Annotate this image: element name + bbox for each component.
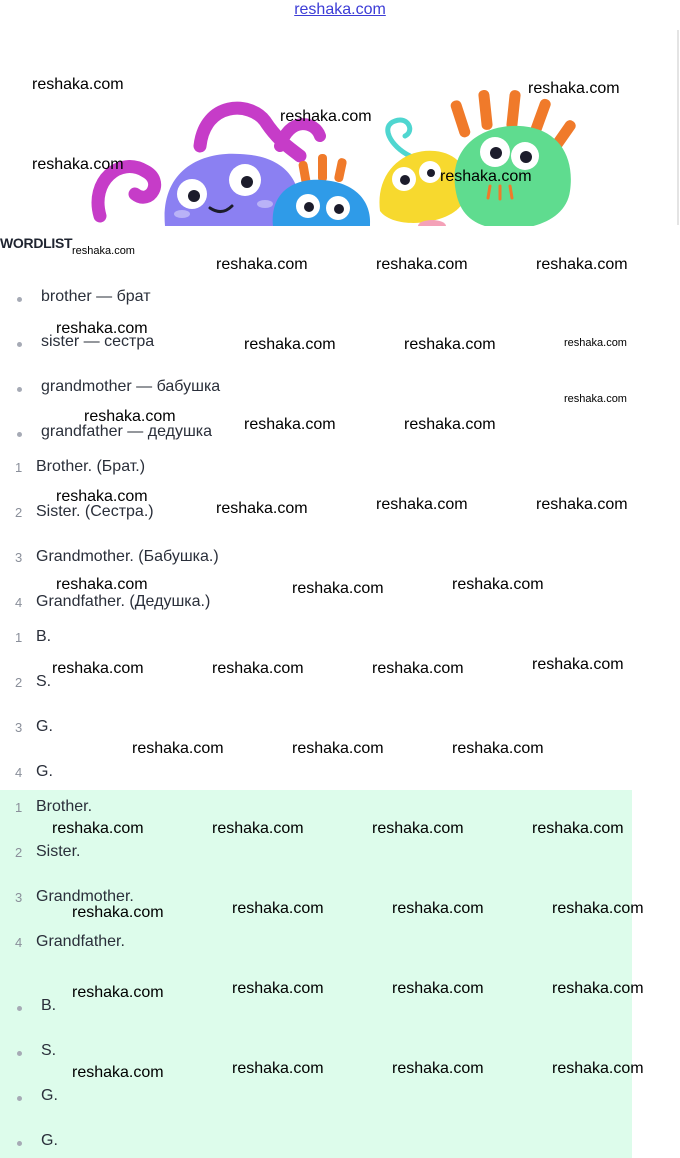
watermark: reshaka.com bbox=[56, 488, 148, 505]
watermark: reshaka.com bbox=[280, 108, 372, 125]
answer-panel bbox=[0, 790, 632, 1158]
watermark: reshaka.com bbox=[564, 337, 627, 349]
watermark: reshaka.com bbox=[244, 336, 336, 353]
watermark: reshaka.com bbox=[536, 256, 628, 273]
watermark: reshaka.com bbox=[216, 500, 308, 517]
bullet-icon bbox=[17, 387, 22, 392]
watermark: reshaka.com bbox=[392, 980, 484, 997]
bullet-icon bbox=[17, 1096, 22, 1101]
watermark: reshaka.com bbox=[372, 660, 464, 677]
watermark: reshaka.com bbox=[404, 416, 496, 433]
watermark: reshaka.com bbox=[452, 740, 544, 757]
watermark: reshaka.com bbox=[132, 740, 224, 757]
watermark: reshaka.com bbox=[232, 980, 324, 997]
watermark: reshaka.com bbox=[72, 984, 164, 1001]
watermark: reshaka.com bbox=[244, 416, 336, 433]
watermark: reshaka.com bbox=[404, 336, 496, 353]
watermark: reshaka.com bbox=[84, 408, 176, 425]
watermark: reshaka.com bbox=[72, 1064, 164, 1081]
watermark: reshaka.com bbox=[552, 1060, 644, 1077]
watermark: reshaka.com bbox=[72, 245, 135, 257]
watermark: reshaka.com bbox=[56, 576, 148, 593]
watermark: reshaka.com bbox=[52, 820, 144, 837]
wordlist-title: WORDLIST bbox=[0, 235, 73, 251]
watermark: reshaka.com bbox=[552, 980, 644, 997]
bullet-icon bbox=[17, 1006, 22, 1011]
watermark: reshaka.com bbox=[552, 900, 644, 917]
watermark: reshaka.com bbox=[532, 820, 624, 837]
site-link[interactable]: reshaka.com bbox=[294, 1, 386, 18]
watermark: reshaka.com bbox=[32, 156, 124, 173]
bullet-icon bbox=[17, 342, 22, 347]
watermark: reshaka.com bbox=[232, 1060, 324, 1077]
watermark: reshaka.com bbox=[212, 660, 304, 677]
watermark: reshaka.com bbox=[32, 76, 124, 93]
watermark: reshaka.com bbox=[292, 580, 384, 597]
bullet-icon bbox=[17, 432, 22, 437]
monsters-illustration bbox=[90, 86, 600, 226]
watermark: reshaka.com bbox=[376, 256, 468, 273]
watermark: reshaka.com bbox=[56, 320, 148, 337]
watermark: reshaka.com bbox=[392, 900, 484, 917]
watermark: reshaka.com bbox=[216, 256, 308, 273]
watermark: reshaka.com bbox=[52, 660, 144, 677]
divider bbox=[677, 30, 679, 225]
watermark: reshaka.com bbox=[532, 656, 624, 673]
watermark: reshaka.com bbox=[292, 740, 384, 757]
watermark: reshaka.com bbox=[536, 496, 628, 513]
watermark: reshaka.com bbox=[392, 1060, 484, 1077]
watermark: reshaka.com bbox=[440, 168, 532, 185]
watermark: reshaka.com bbox=[376, 496, 468, 513]
watermark: reshaka.com bbox=[72, 904, 164, 921]
watermark: reshaka.com bbox=[372, 820, 464, 837]
bullet-icon bbox=[17, 1141, 22, 1146]
watermark: reshaka.com bbox=[564, 393, 627, 405]
bullet-icon bbox=[17, 1051, 22, 1056]
watermark: reshaka.com bbox=[212, 820, 304, 837]
watermark: reshaka.com bbox=[232, 900, 324, 917]
bullet-icon bbox=[17, 297, 22, 302]
watermark: reshaka.com bbox=[528, 80, 620, 97]
watermark: reshaka.com bbox=[452, 576, 544, 593]
